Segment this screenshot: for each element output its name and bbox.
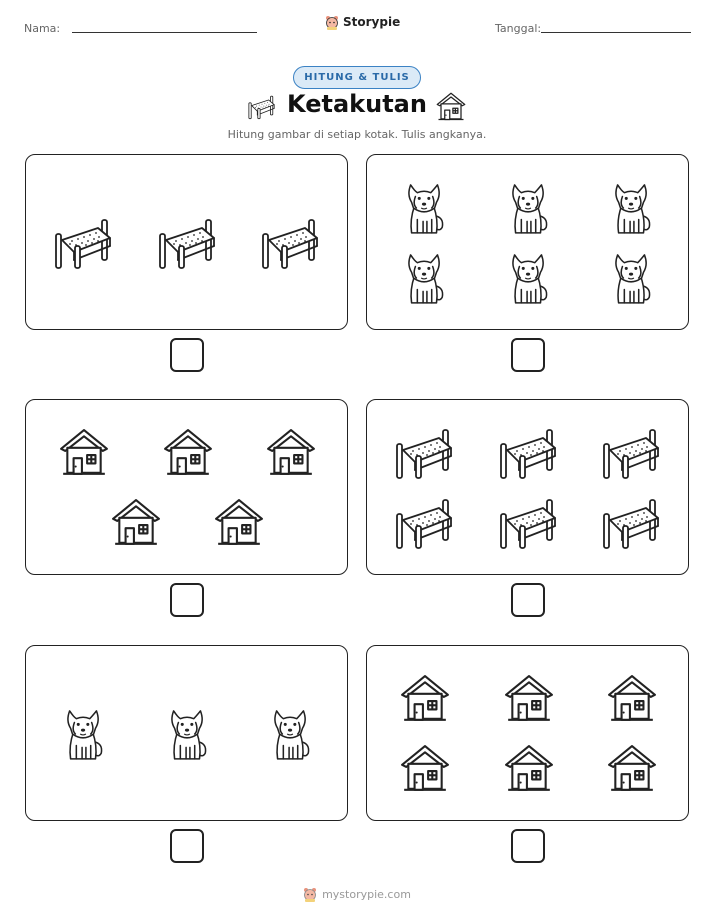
bed-icon: [156, 216, 220, 270]
bed-icon: [393, 496, 457, 550]
date-field[interactable]: [541, 32, 691, 33]
house-icon: [111, 498, 161, 548]
bed-icon: [393, 426, 457, 480]
bed-icon: [52, 216, 116, 270]
date-label: Tanggal:: [495, 22, 542, 35]
dog-icon: [609, 251, 655, 305]
house-icon: [607, 744, 657, 794]
brand-name: Storypie: [343, 15, 401, 29]
page-title: Ketakutan: [287, 90, 427, 118]
answer-box-3[interactable]: [170, 583, 204, 617]
instructions: Hitung gambar di setiap kotak. Tulis angkanya.: [227, 128, 487, 141]
house-icon: [214, 498, 264, 548]
count-box-1: [25, 154, 348, 330]
dog-icon: [506, 181, 552, 235]
bed-icon: [259, 216, 323, 270]
answer-box-1[interactable]: [170, 338, 204, 372]
house-icon: [504, 674, 554, 724]
dog-icon: [402, 181, 448, 235]
name-label: Nama:: [24, 22, 61, 35]
storypie-logo-icon: [303, 886, 317, 902]
answer-box-6[interactable]: [511, 829, 545, 863]
count-box-2: [366, 154, 689, 330]
storypie-logo-icon: [325, 14, 339, 30]
count-box-4: [366, 399, 689, 575]
footer: [303, 886, 411, 902]
house-icon: [59, 428, 109, 478]
brand-logo: [325, 14, 400, 30]
dog-icon: [165, 707, 211, 761]
bed-icon: [600, 496, 664, 550]
footer-url: mystorypie.com: [322, 887, 411, 901]
bed-icon: [600, 426, 664, 480]
answer-box-4[interactable]: [511, 583, 545, 617]
dog-icon: [506, 251, 552, 305]
dog-icon: [609, 181, 655, 235]
bed-icon: [497, 496, 561, 550]
house-icon: [400, 744, 450, 794]
answer-box-5[interactable]: [170, 829, 204, 863]
answer-box-2[interactable]: [511, 338, 545, 372]
bed-icon: [497, 426, 561, 480]
house-icon: [607, 674, 657, 724]
name-field[interactable]: [72, 32, 257, 33]
dog-icon: [61, 707, 107, 761]
house-icon: [163, 428, 213, 478]
dog-icon: [402, 251, 448, 305]
count-box-3: [25, 399, 348, 575]
house-icon: [504, 744, 554, 794]
house-icon: [436, 92, 466, 122]
dog-icon: [268, 707, 314, 761]
activity-badge: HITUNG & TULIS: [293, 66, 421, 89]
count-box-6: [366, 645, 689, 821]
house-icon: [400, 674, 450, 724]
count-box-5: [25, 645, 348, 821]
house-icon: [266, 428, 316, 478]
